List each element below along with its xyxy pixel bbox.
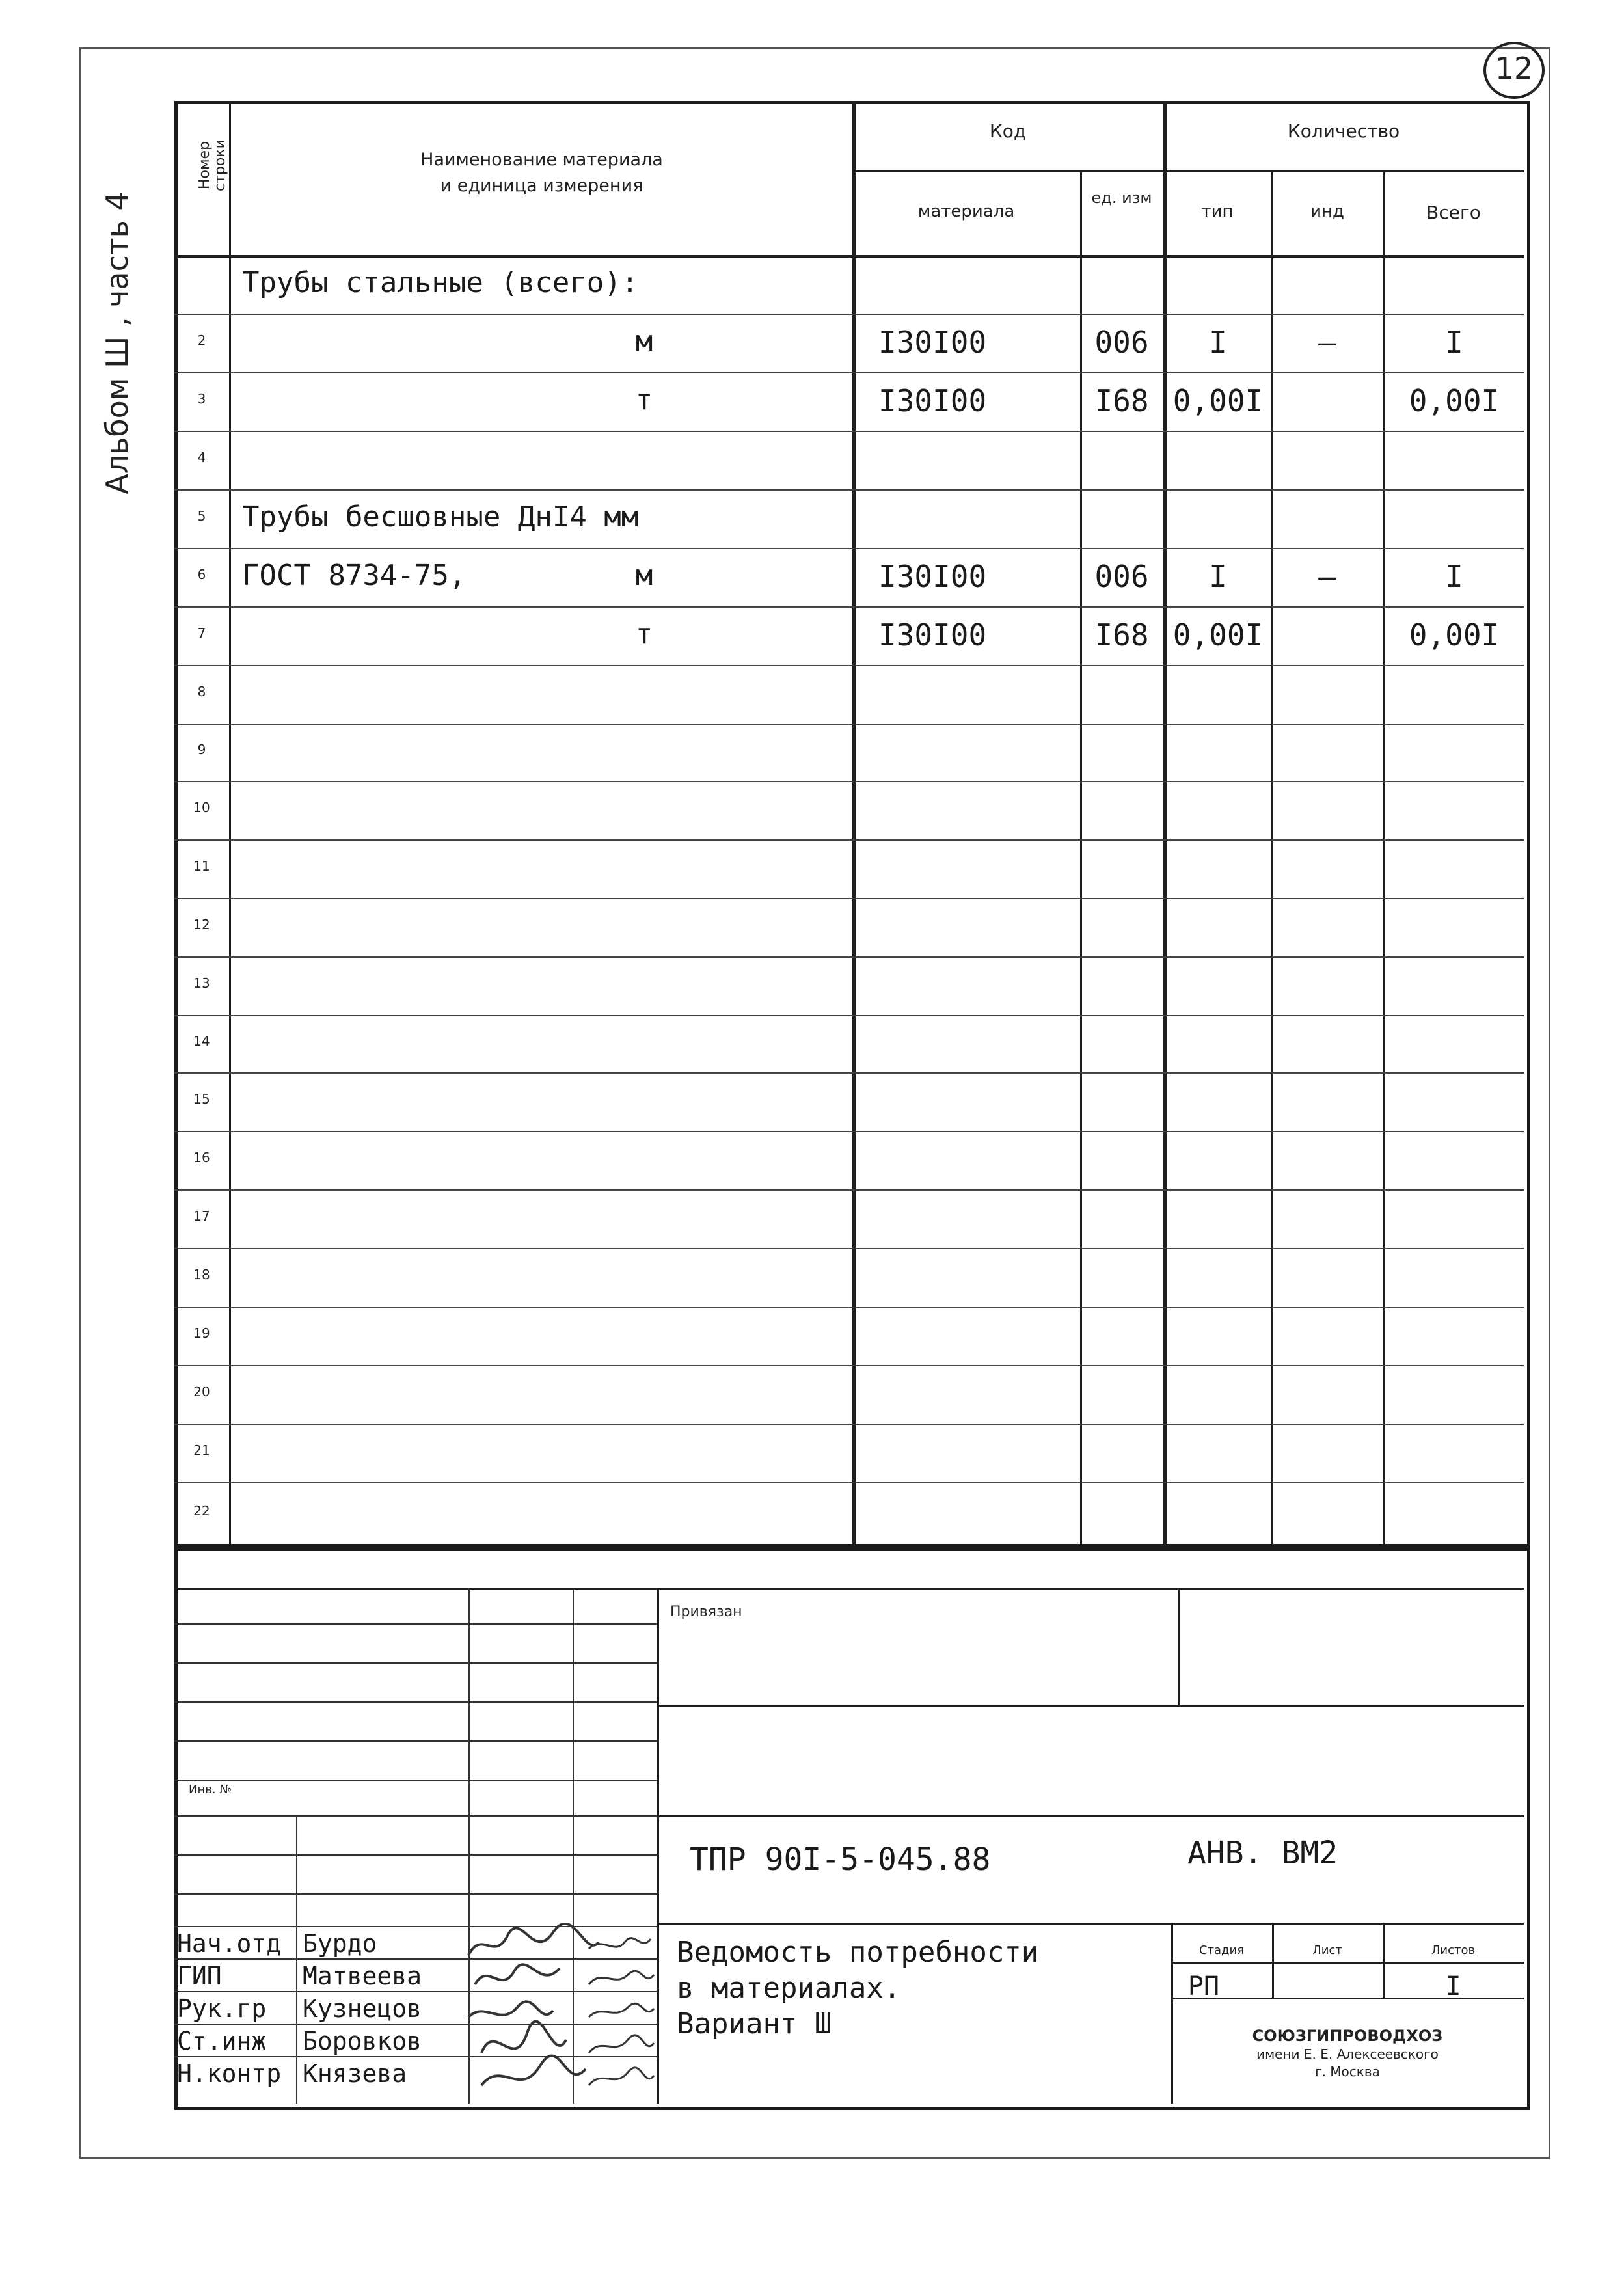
table-row bbox=[174, 781, 1524, 839]
stamp-line bbox=[1272, 1923, 1274, 1998]
row-number: 18 bbox=[193, 1267, 210, 1282]
signer-name: Боровков bbox=[303, 2027, 422, 2055]
row-total-qty: 0,00I bbox=[1409, 383, 1500, 418]
table-row bbox=[174, 1307, 1524, 1365]
handwritten-signatures bbox=[455, 1923, 670, 2105]
album-side-label: Альбом Ш , часть 4 bbox=[100, 191, 135, 494]
row-material-code: I30I00 bbox=[878, 559, 987, 594]
stamp-left-line bbox=[174, 1662, 657, 1664]
stamp-line bbox=[657, 1705, 1524, 1707]
table-row bbox=[174, 1131, 1524, 1189]
stamp-left-line bbox=[174, 1623, 657, 1625]
table-row bbox=[174, 898, 1524, 956]
header-type: тип bbox=[1201, 202, 1234, 221]
row-unit-code: I68 bbox=[1094, 617, 1149, 653]
stage-label: Стадия bbox=[1198, 1944, 1245, 1957]
table-row bbox=[174, 1365, 1524, 1424]
stamp-line bbox=[1178, 1588, 1180, 1705]
header-total: Всего bbox=[1426, 202, 1481, 223]
row-number: 20 bbox=[193, 1384, 210, 1400]
row-unit: т bbox=[635, 617, 653, 651]
table-row bbox=[174, 1248, 1524, 1307]
org-line2: имени Е. Е. Алексеевского bbox=[1256, 2046, 1439, 2062]
row-unit: м bbox=[635, 325, 653, 358]
stamp-line bbox=[657, 1815, 1524, 1817]
row-material-code: I30I00 bbox=[878, 383, 987, 418]
table-row bbox=[174, 956, 1524, 1015]
row-number: 13 bbox=[193, 975, 210, 991]
row-number: 11 bbox=[193, 858, 210, 874]
stamp-left-line bbox=[174, 1854, 657, 1856]
signer-name: Матвеева bbox=[303, 1962, 422, 1990]
signer-name: Кузнецов bbox=[303, 1994, 422, 2023]
row-number: 12 bbox=[193, 917, 210, 932]
sheets-value: I bbox=[1445, 1971, 1461, 2001]
row-unit: т bbox=[635, 383, 653, 416]
row-unit-code: I68 bbox=[1094, 383, 1149, 418]
header-material: материала bbox=[917, 202, 1015, 221]
stamp-line bbox=[174, 1588, 1524, 1590]
row-number: 9 bbox=[197, 742, 206, 757]
row-number: 5 bbox=[197, 508, 206, 524]
row-number: 22 bbox=[193, 1502, 210, 1519]
stamp-left-line bbox=[174, 1740, 657, 1742]
row-material-code: I30I00 bbox=[878, 325, 987, 360]
table-row bbox=[174, 372, 1524, 431]
stamp-line bbox=[657, 1923, 1524, 1925]
row-number: 2 bbox=[197, 332, 206, 348]
row-total-qty: 0,00I bbox=[1409, 617, 1500, 653]
row-total-qty: I bbox=[1445, 325, 1463, 360]
doc-title-line1: Ведомость потребности bbox=[677, 1936, 1039, 1969]
table-row bbox=[174, 665, 1524, 724]
row-unit: м bbox=[635, 559, 653, 592]
table-row bbox=[174, 1072, 1524, 1131]
row-number: 7 bbox=[197, 625, 206, 641]
row-type-qty: 0,00I bbox=[1172, 383, 1264, 418]
doc-code: ТПР 90I-5-045.88 bbox=[690, 1841, 991, 1878]
signer-role: Рук.гр bbox=[177, 1994, 267, 2023]
signer-role: Н.контр bbox=[177, 2059, 282, 2088]
stamp-left-line bbox=[296, 1815, 297, 2104]
stamp-left-line bbox=[174, 1780, 657, 1781]
header-name-line1: Наименование материала bbox=[420, 150, 663, 170]
row-number: 15 bbox=[193, 1091, 210, 1107]
stamp-left-line bbox=[174, 1815, 657, 1817]
table-row bbox=[174, 431, 1524, 489]
doc-title-line2: в материалах. bbox=[677, 1971, 901, 2005]
table-row bbox=[174, 1482, 1524, 1544]
signer-role: ГИП bbox=[177, 1962, 222, 1990]
row-number: 19 bbox=[193, 1325, 210, 1341]
header-quantity: Количество bbox=[1287, 120, 1400, 142]
row-type-qty: 0,00I bbox=[1172, 617, 1264, 653]
sheets-label: Листов bbox=[1431, 1944, 1476, 1957]
stamp-left-line bbox=[174, 1893, 657, 1895]
row-number: 8 bbox=[197, 684, 206, 699]
row-number: 14 bbox=[193, 1033, 210, 1049]
table-row bbox=[174, 1189, 1524, 1248]
row-unit-code: 006 bbox=[1094, 559, 1149, 594]
signer-name: Бурдо bbox=[303, 1929, 377, 1958]
row-ind-qty: – bbox=[1318, 559, 1336, 594]
header-code: Код bbox=[989, 120, 1027, 142]
table-row bbox=[174, 1424, 1524, 1482]
row-number: 21 bbox=[193, 1442, 210, 1458]
table-row bbox=[174, 839, 1524, 898]
row-material-code: I30I00 bbox=[878, 617, 987, 653]
page-number: 12 bbox=[1495, 51, 1534, 86]
stage-value: РП bbox=[1187, 1971, 1220, 2001]
row-total-qty: I bbox=[1445, 559, 1463, 594]
row-number: 16 bbox=[193, 1150, 210, 1165]
signer-role: Нач.отд bbox=[177, 1929, 282, 1958]
inv-label: Инв. № bbox=[189, 1783, 232, 1796]
signer-name: Князева bbox=[303, 2059, 407, 2088]
stamp-left-line bbox=[174, 1701, 657, 1703]
row-unit-code: 006 bbox=[1094, 325, 1149, 360]
row-number: 10 bbox=[193, 800, 210, 815]
row-number: 4 bbox=[197, 450, 206, 465]
header-row-number: Номер строки bbox=[196, 139, 228, 191]
privyazan-label: Привязан bbox=[670, 1604, 742, 1620]
sheet-code: АНВ. ВМ2 bbox=[1187, 1835, 1338, 1871]
row-number: 6 bbox=[197, 567, 206, 582]
doc-title-line3: Вариант Ш bbox=[677, 2007, 832, 2040]
signer-role: Ст.инж bbox=[177, 2027, 267, 2055]
stamp-line bbox=[1171, 1962, 1524, 1964]
row-type-qty: I bbox=[1209, 559, 1227, 594]
row-name: Трубы бесшовные ДнI4 мм bbox=[242, 500, 639, 534]
row-number: 17 bbox=[193, 1208, 210, 1224]
header-unit: ед. изм bbox=[1091, 189, 1152, 207]
header-ind: инд bbox=[1310, 202, 1344, 221]
row-number: 3 bbox=[197, 391, 206, 407]
header-name-line2: и единица измерения bbox=[440, 176, 643, 196]
table-row bbox=[174, 606, 1524, 665]
row-name: Трубы стальные (всего): bbox=[242, 266, 639, 299]
row-name: ГОСТ 8734-75, bbox=[242, 559, 467, 592]
table-row bbox=[174, 1015, 1524, 1072]
org-line1: СОЮЗГИПРОВОДХОЗ bbox=[1252, 2027, 1443, 2045]
row-type-qty: I bbox=[1209, 325, 1227, 360]
sheet-label: Лист bbox=[1312, 1944, 1342, 1957]
table-row bbox=[174, 724, 1524, 781]
row-ind-qty: – bbox=[1318, 325, 1336, 360]
org-line3: г. Москва bbox=[1315, 2064, 1380, 2079]
title-block bbox=[174, 1544, 1530, 2110]
header-subdivider bbox=[852, 170, 1524, 172]
